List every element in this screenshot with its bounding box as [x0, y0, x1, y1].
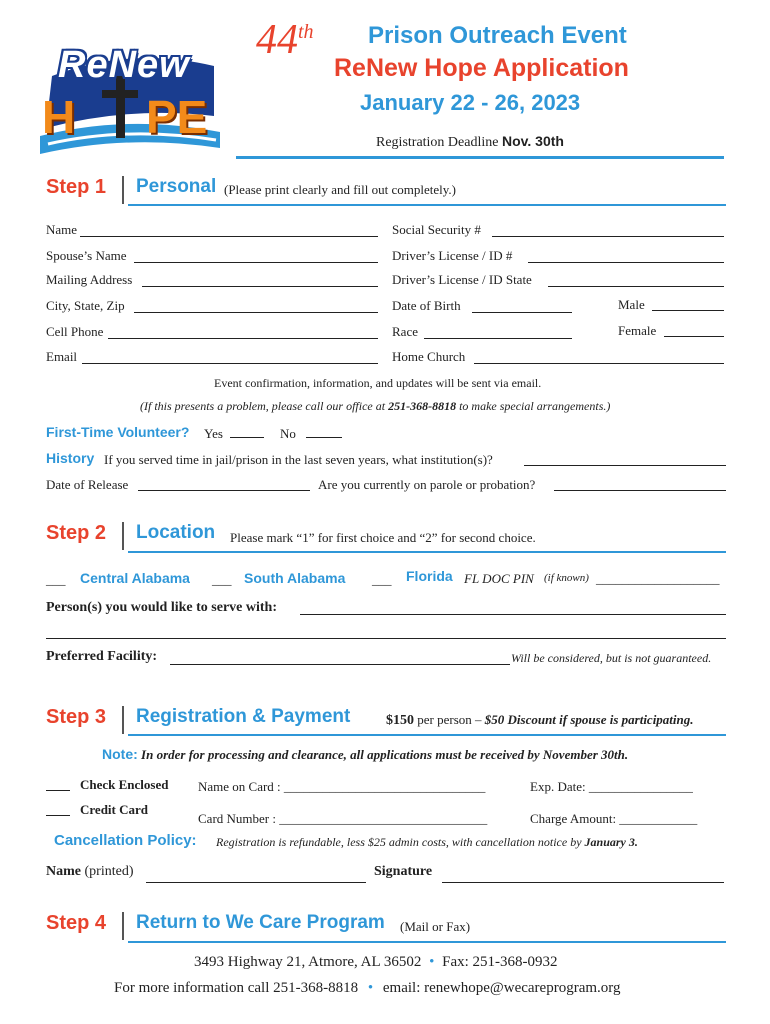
field-dob-input[interactable]	[472, 312, 572, 313]
check-label: Check Enclosed	[80, 777, 169, 792]
serve-with-input[interactable]	[300, 614, 726, 615]
loc3-label: Florida	[406, 568, 453, 584]
price: $150	[386, 713, 414, 728]
step2-title: Location	[136, 522, 216, 543]
field-mailing: Mailing Address	[46, 272, 133, 287]
loc3-blank[interactable]: ___	[372, 572, 392, 587]
field-name: Name	[46, 222, 78, 237]
history-input[interactable]	[524, 465, 726, 466]
step2-divider	[122, 522, 124, 550]
bullet-icon-2: •	[367, 980, 374, 996]
field-spouse: Spouse’s Name	[46, 248, 127, 263]
title-application: ReNew Hope Application	[334, 54, 629, 82]
price-text	[386, 712, 694, 729]
loc2-label: South Alabama	[244, 570, 346, 586]
field-dl: Driver’s License / ID #	[392, 248, 513, 263]
field-dl-state: Driver’s License / ID State	[392, 272, 532, 287]
return-fax: Fax: 251-368-0932	[442, 954, 558, 970]
discount: $50 Discount if spouse is participating.	[484, 712, 694, 727]
event-dates: January 22 - 26, 2023	[360, 90, 581, 115]
field-city-input[interactable]	[134, 312, 378, 313]
cancel-policy	[216, 835, 638, 850]
field-email-input[interactable]	[82, 363, 378, 364]
logo	[38, 36, 222, 156]
edition-num: 44	[256, 17, 298, 63]
step4-title: Return to We Care Program	[136, 912, 385, 933]
step3-label: Step 3	[46, 706, 107, 728]
step2-label: Step 2	[46, 522, 107, 544]
field-cell: Cell Phone	[46, 324, 104, 339]
name-printed: (printed)	[84, 864, 134, 879]
step3-divider	[122, 706, 124, 734]
field-church-input[interactable]	[474, 363, 724, 364]
title-event: Prison Outreach Event	[368, 22, 627, 49]
release-input[interactable]	[138, 490, 310, 491]
loc1-blank[interactable]: ___	[46, 572, 66, 587]
field-mailing-input[interactable]	[142, 286, 378, 287]
step3-underline	[128, 734, 726, 736]
field-ssn-input[interactable]	[492, 236, 724, 237]
credit-label: Credit Card	[80, 802, 149, 817]
field-female-input[interactable]	[664, 336, 724, 337]
bullet-icon: •	[429, 954, 435, 970]
deadline-label: Registration Deadline	[376, 135, 499, 150]
step1-underline	[128, 204, 726, 206]
edition-sup: th	[298, 21, 314, 43]
parole-input[interactable]	[554, 490, 726, 491]
edition-number	[256, 16, 314, 64]
info-line	[114, 980, 621, 997]
pin-note: (if known)	[544, 572, 589, 584]
price-dash: –	[475, 712, 482, 727]
check-blank[interactable]	[46, 790, 70, 791]
loc2-blank[interactable]: ___	[212, 572, 232, 587]
logo-text-h: H	[42, 91, 76, 143]
registration-deadline	[376, 133, 564, 151]
no-input[interactable]	[306, 437, 342, 438]
confirm-text: Event confirmation, information, and updates will be sent via email.	[214, 376, 542, 390]
name-printed-bold: Name	[46, 864, 81, 879]
pin-label: FL DOC PIN	[464, 571, 534, 586]
problem-phone: 251-368-8818	[388, 399, 457, 413]
charge-amount[interactable]: Charge Amount: ____________	[530, 811, 698, 826]
step2-note: Please mark “1” for first choice and “2” for second choice.	[230, 530, 536, 545]
field-ssn: Social Security #	[392, 222, 481, 237]
field-female: Female	[618, 323, 657, 338]
card-number[interactable]: Card Number : ________________________________	[198, 811, 488, 826]
return-address-line	[194, 954, 558, 971]
field-city: City, State, Zip	[46, 298, 125, 313]
history-question: If you served time in jail/prison in the last seven years, what institution(s)?	[104, 452, 493, 467]
field-race-input[interactable]	[424, 338, 572, 339]
facility-input[interactable]	[170, 664, 510, 665]
yes-label: Yes	[204, 426, 223, 441]
step1-divider	[122, 176, 124, 204]
field-email: Email	[46, 349, 78, 364]
parole-label: Are you currently on parole or probation?	[318, 477, 536, 492]
step4-note: (Mail or Fax)	[400, 919, 471, 934]
info-call: For more information call 251-368-8818	[114, 980, 359, 996]
signature-input[interactable]	[442, 882, 724, 883]
facility-label: Preferred Facility:	[46, 649, 158, 664]
header-divider	[236, 156, 724, 159]
loc1-label: Central Alabama	[80, 570, 190, 586]
step4-divider	[122, 912, 124, 940]
release-label: Date of Release	[46, 477, 129, 492]
cancel-label: Cancellation Policy:	[54, 832, 197, 849]
step1-label: Step 1	[46, 176, 107, 198]
signature-label: Signature	[374, 864, 433, 879]
exp-date[interactable]: Exp. Date: ________________	[530, 779, 693, 794]
note-text: In order for processing and clearance, all applications must be received by November 30th.	[141, 747, 629, 762]
field-spouse-input[interactable]	[134, 262, 378, 263]
info-email[interactable]: email: renewhope@wecareprogram.org	[382, 980, 621, 996]
problem-post: to make special arrangements.)	[456, 399, 611, 413]
problem-text	[140, 399, 610, 414]
first-time-label: First-Time Volunteer?	[46, 424, 190, 440]
yes-input[interactable]	[230, 437, 264, 438]
step1-title: Personal	[136, 176, 217, 197]
field-dl-state-input[interactable]	[548, 286, 724, 287]
field-male: Male	[618, 297, 645, 312]
step4-label: Step 4	[46, 912, 107, 934]
field-name-input[interactable]	[80, 236, 378, 237]
field-cell-input[interactable]	[108, 338, 378, 339]
step4-underline	[128, 941, 726, 943]
return-address: 3493 Highway 21, Atmore, AL 36502	[194, 954, 422, 970]
history-label: History	[46, 450, 95, 466]
credit-blank[interactable]	[46, 815, 70, 816]
note-label: Note:	[102, 746, 138, 762]
pin-blank[interactable]: ___________________	[596, 571, 720, 586]
logo-text-renew: ReNew	[58, 44, 190, 86]
name-printed-label	[46, 864, 133, 880]
cancel-text: Registration is refundable, less $25 admin costs, with cancellation notice by	[216, 835, 585, 849]
step3-title: Registration & Payment	[136, 706, 351, 727]
name-on-card[interactable]: Name on Card : _______________________________	[198, 779, 486, 794]
note-line	[102, 746, 628, 763]
field-church: Home Church	[392, 349, 466, 364]
step1-note: (Please print clearly and fill out completely.)	[224, 182, 456, 197]
per-person: per person	[417, 712, 472, 727]
field-dl-input[interactable]	[528, 262, 724, 263]
cancel-date: January 3.	[584, 835, 638, 849]
deadline-date: Nov. 30th	[501, 133, 564, 149]
serve-with-label: Person(s) you would like to serve with:	[46, 600, 277, 615]
name-printed-input[interactable]	[146, 882, 366, 883]
no-label: No	[280, 426, 296, 441]
problem-pre: (If this presents a problem, please call our office at	[140, 399, 389, 413]
step2-underline	[128, 551, 726, 553]
field-dob: Date of Birth	[392, 298, 461, 313]
field-race: Race	[392, 324, 418, 339]
serve-with-input-2[interactable]	[46, 638, 726, 639]
facility-note: Will be considered, but is not guaranteed.	[511, 651, 712, 665]
field-male-input[interactable]	[652, 310, 724, 311]
logo-text-pe: PE	[146, 91, 208, 143]
